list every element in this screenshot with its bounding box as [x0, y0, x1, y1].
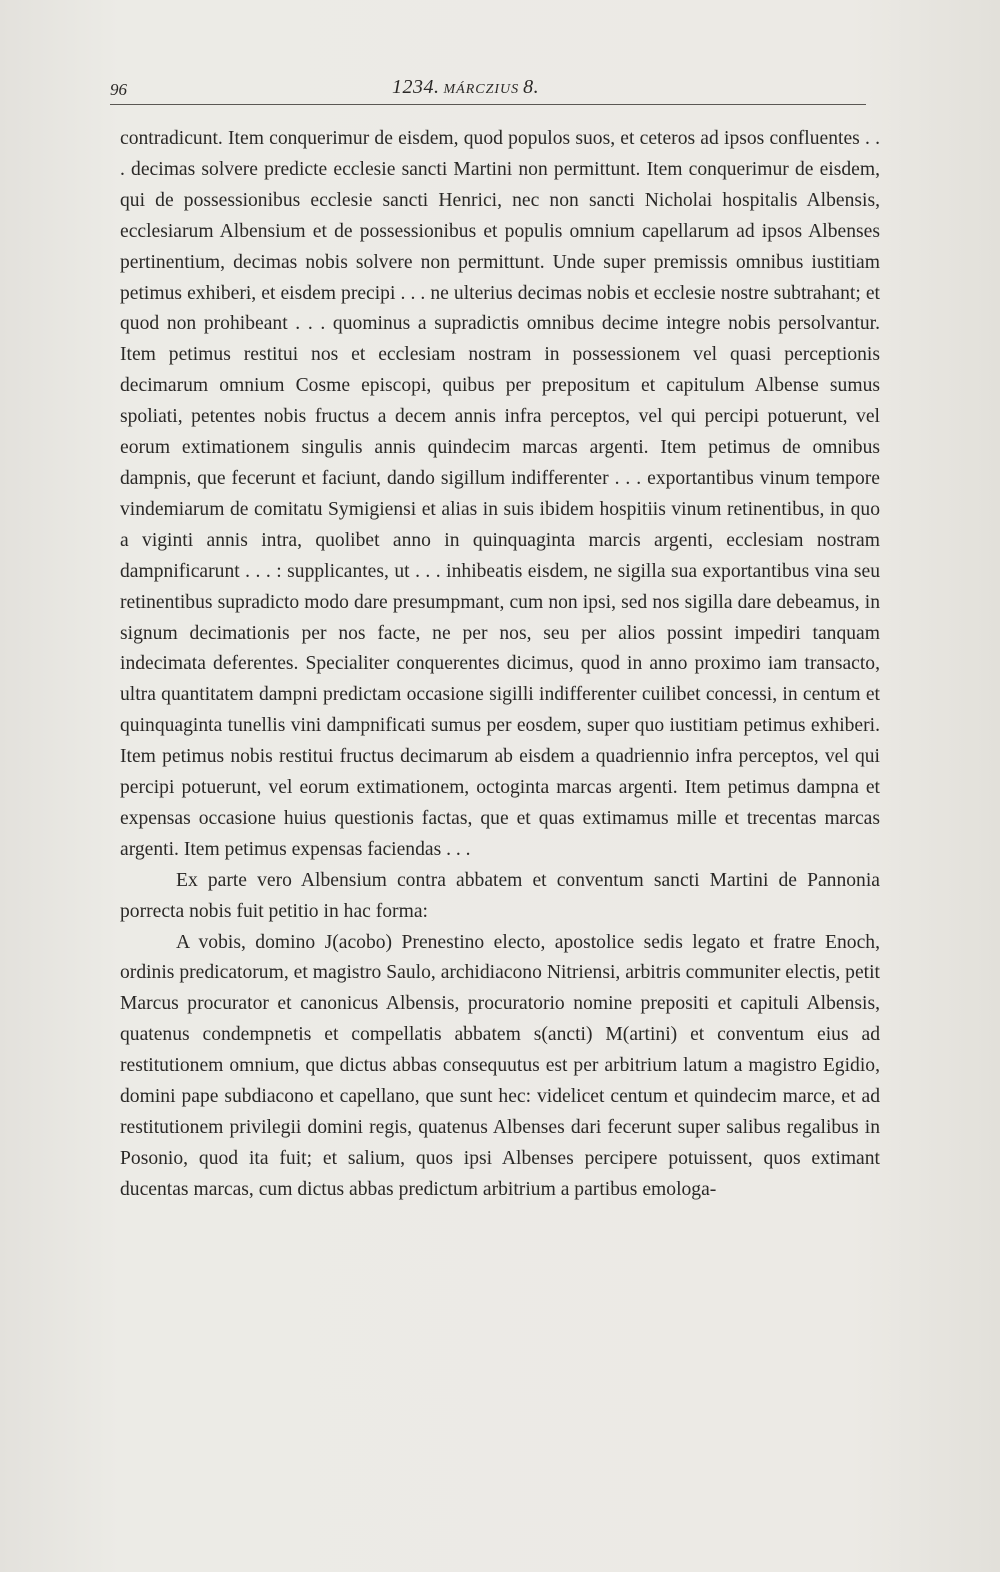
- page-number: 96: [110, 80, 127, 99]
- paragraph-albensium-petition-intro: Ex parte vero Albensium contra abbatem et conventum sancti Martini de Pannonia porrecta nobis fuit petitio in hac forma:: [120, 869, 880, 922]
- header-month: MÁRCZIUS: [443, 82, 520, 97]
- running-head: [392, 76, 539, 99]
- page-header: [110, 74, 866, 105]
- header-day: 8.: [523, 76, 540, 98]
- paragraph-complaint-continued: contradicunt. Item conquerimur de eisdem, quod populos suos, et ceteros ad ipsos confluentes . . . decimas solvere predicte ecclesie sancti Martini non permittunt. Item conquerimur de eisdem, qui de possessionibus ecclesie sancti Henrici, nec non sancti Nicholai hospitalis Albensis, ecclesiarum Albensium et de possessionibus et populis omnium capellarum ad ipsos Albenses pertinentium, decimas nobis solvere non permittunt. Unde super premissis omnibus iustitiam petimus exhiberi, et eisdem precipi . . . ne ulterius decimas nobis et ecclesie nostre subtrahant; et quod non prohibeant . . . quominus a supradictis omnibus decime integre nobis persolvantur. Item petimus restitui nos et ecclesiam nostram in possessionem vel quasi perceptionis decimarum omnium Cosme episcopi, quibus per prepositum et capitulum Albense sumus spoliati, petentes nobis fructus a decem annis infra perceptos, vel qui percipi potuerunt, vel eorum extimationem singulis annis quindecim marcas argenti. Item petimus de omnibus dampnis, que fecerunt et faciunt, dando sigillum indifferenter . . . exportantibus vinum tempore vindemiarum de comitatu Symigiensi et alias in suis ibidem hospitiis vinum retinentibus, in quo a viginti annis intra, quolibet anno in quinquaginta marcis argenti, ecclesiam nostram dampnificarunt . . . : supplicantes, ut . . . inhibeatis eisdem, ne sigilla sua exportantibus vina seu retinentibus supradicto modo dare presumpmant, cum non ipsi, sed nos sigilla dare debeamus, in signum decimationis per nos facte, ne per nos, seu per alios possint impediri tanquam indecimata deferentes. Specialiter conquerentes dicimus, quod in anno proximo iam transacto, ultra quantitatem dampni predictam occasione sigilli indifferenter cuilibet concessi, in centum et quinquaginta tunellis vini dampnificati sumus per eosdem, super quo iustitiam petimus exhiberi. Item petimus nobis restitui fructus decimarum ab eisdem a quadriennio infra perceptos, vel qui percipi potuerunt, vel eorum extimationem, octoginta marcas argenti. Item petimus dampna et expensas occasione huius questionis factas, que et quas extimamus mille et trecentas marcas argenti. Item petimus expensas faciendas . . .: [120, 128, 880, 860]
- header-year: 1234.: [392, 76, 440, 98]
- body-text: [120, 124, 880, 1206]
- paragraph-albensium-petition: A vobis, domino J(acobo) Prenestino electo, apostolice sedis legato et fratre Enoch, ordinis predicatorum, et magistro Saulo, archidiacono Nitriensi, arbitris communiter electis, petit Marcus procurator et canonicus Albensis, procuratorio nomine prepositi et capituli Albensis, quatenus condempnetis et compellatis abbatem s(ancti) M(artini) et conventum eius ad restitutionem omnium, que dictus abbas consequutus est per arbitrium latum a magistro Egidio, domini pape subdiacono et capellano, que sunt hec: videlicet centum et quindecim marce, et ad restitutionem privilegii domini regis, quatenus Albenses dari fecerunt super salibus regalibus in Posonio, quod ita fuit; et salium, quos ipsi Albenses percipere potuissent, quos extimant ducentas marcas, cum dictus abbas predictum arbitrium a partibus emologa-: [120, 931, 880, 1200]
